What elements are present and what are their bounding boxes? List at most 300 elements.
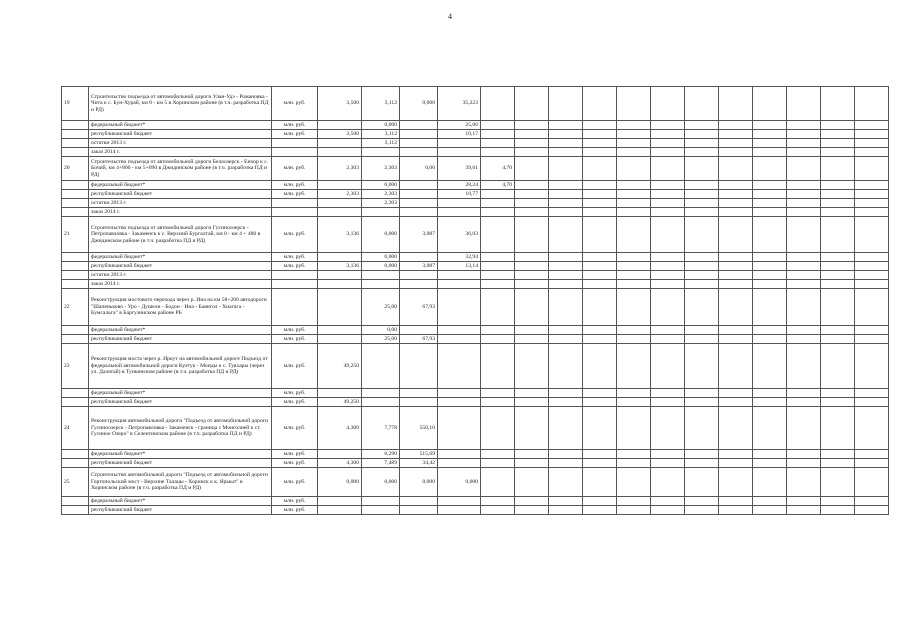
value-cell: 67,93 xyxy=(400,289,438,326)
value-cell xyxy=(515,326,549,335)
value-cell xyxy=(515,289,549,326)
value-cell xyxy=(685,326,719,335)
table-row xyxy=(62,398,889,407)
value-cell xyxy=(318,139,362,148)
value-cell xyxy=(481,217,515,253)
unit-cell xyxy=(272,139,318,148)
value-cell xyxy=(583,130,617,139)
table-row xyxy=(62,262,889,271)
value-cell xyxy=(549,121,583,130)
value-cell xyxy=(481,497,515,506)
value-cell xyxy=(515,407,549,450)
unit-cell: млн. руб. xyxy=(272,497,318,506)
value-cell xyxy=(787,148,821,157)
value-cell: 10,17 xyxy=(438,130,481,139)
value-cell: 49,250 xyxy=(318,398,362,407)
value-cell xyxy=(651,157,685,181)
value-cell xyxy=(515,497,549,506)
value-cell xyxy=(583,199,617,208)
row-number-cell xyxy=(62,190,89,199)
value-cell xyxy=(400,497,438,506)
value-cell xyxy=(438,506,481,515)
value-cell xyxy=(318,280,362,289)
table-row xyxy=(62,450,889,459)
unit-cell xyxy=(272,148,318,157)
value-cell xyxy=(651,271,685,280)
table-row xyxy=(62,181,889,190)
value-cell xyxy=(481,262,515,271)
value-cell xyxy=(685,497,719,506)
value-cell: 3,136 xyxy=(318,262,362,271)
value-cell xyxy=(481,398,515,407)
value-cell xyxy=(515,280,549,289)
table-row xyxy=(62,87,889,121)
value-cell: 39,01 xyxy=(438,157,481,181)
unit-cell: млн. руб. xyxy=(272,459,318,468)
value-cell xyxy=(481,199,515,208)
value-cell xyxy=(481,87,515,121)
unit-cell: млн. руб. xyxy=(272,217,318,253)
value-cell xyxy=(318,389,362,398)
value-cell xyxy=(438,271,481,280)
value-cell xyxy=(719,450,753,459)
value-cell xyxy=(719,271,753,280)
value-cell xyxy=(821,289,855,326)
value-cell xyxy=(515,389,549,398)
value-cell xyxy=(855,208,889,217)
value-cell xyxy=(753,148,787,157)
value-cell xyxy=(400,190,438,199)
table-row xyxy=(62,459,889,468)
value-cell xyxy=(651,326,685,335)
value-cell: 49,250 xyxy=(318,344,362,389)
value-cell xyxy=(362,208,400,217)
value-cell xyxy=(719,157,753,181)
unit-cell: млн. руб. xyxy=(272,335,318,344)
item-name-cell: остатки 2013 г. xyxy=(89,271,272,280)
value-cell xyxy=(787,262,821,271)
table-row xyxy=(62,208,889,217)
value-cell xyxy=(685,271,719,280)
value-cell xyxy=(753,468,787,497)
value-cell xyxy=(481,121,515,130)
value-cell xyxy=(753,344,787,389)
value-cell xyxy=(515,344,549,389)
value-cell: 4,70 xyxy=(481,181,515,190)
value-cell xyxy=(400,130,438,139)
item-name-cell: Строительство подъезда от автомобильной дороги Белоозерск - Енхор к с. Бочий, км 4+800 - км 5+090 в Джидинском районе (в т.ч. разработка ПД и РД) xyxy=(89,157,272,181)
table-row xyxy=(62,335,889,344)
item-name-cell: Реконструкция мостового перехода через р. Ина на км 58+200 автодороги "Шапеньково - Уро - Душели - Бодон - Ина - Баянгол - Хиагага - Бумсальга" в Баргузинском районе РБ xyxy=(89,289,272,326)
value-cell xyxy=(318,497,362,506)
value-cell xyxy=(400,253,438,262)
value-cell xyxy=(617,398,651,407)
row-number-cell xyxy=(62,326,89,335)
value-cell xyxy=(583,280,617,289)
value-cell xyxy=(753,130,787,139)
value-cell xyxy=(855,181,889,190)
value-cell xyxy=(318,199,362,208)
value-cell xyxy=(719,398,753,407)
value-cell xyxy=(855,253,889,262)
value-cell xyxy=(821,217,855,253)
value-cell xyxy=(685,139,719,148)
value-cell xyxy=(400,199,438,208)
value-cell xyxy=(855,271,889,280)
row-number-cell: 21 xyxy=(62,217,89,253)
value-cell: 0,290 xyxy=(362,450,400,459)
value-cell xyxy=(318,271,362,280)
value-cell xyxy=(855,497,889,506)
value-cell xyxy=(685,199,719,208)
value-cell: 3,112 xyxy=(362,130,400,139)
value-cell xyxy=(515,253,549,262)
table-row xyxy=(62,407,889,450)
value-cell xyxy=(549,253,583,262)
value-cell xyxy=(651,450,685,459)
value-cell xyxy=(362,344,400,389)
value-cell xyxy=(583,121,617,130)
page-number: 4 xyxy=(448,12,452,21)
value-cell xyxy=(719,335,753,344)
value-cell xyxy=(617,389,651,398)
value-cell xyxy=(821,262,855,271)
row-number-cell xyxy=(62,181,89,190)
table-body xyxy=(62,87,889,515)
value-cell xyxy=(685,87,719,121)
value-cell xyxy=(583,271,617,280)
value-cell xyxy=(617,199,651,208)
value-cell xyxy=(481,253,515,262)
value-cell xyxy=(549,148,583,157)
value-cell xyxy=(400,398,438,407)
unit-cell: млн. руб. xyxy=(272,130,318,139)
value-cell xyxy=(318,181,362,190)
value-cell xyxy=(617,87,651,121)
value-cell xyxy=(753,271,787,280)
item-name-cell: заказ 2014 г. xyxy=(89,208,272,217)
value-cell xyxy=(719,181,753,190)
value-cell xyxy=(438,335,481,344)
value-cell xyxy=(787,271,821,280)
value-cell xyxy=(481,407,515,450)
value-cell xyxy=(855,289,889,326)
value-cell: 3,112 xyxy=(362,139,400,148)
value-cell xyxy=(549,262,583,271)
value-cell: 0,000 xyxy=(362,181,400,190)
value-cell xyxy=(651,280,685,289)
value-cell xyxy=(821,208,855,217)
table-row xyxy=(62,139,889,148)
row-number-cell: 19 xyxy=(62,87,89,121)
value-cell xyxy=(787,450,821,459)
value-cell xyxy=(318,253,362,262)
value-cell xyxy=(651,289,685,326)
value-cell xyxy=(400,181,438,190)
value-cell: 2,303 xyxy=(318,157,362,181)
value-cell xyxy=(855,130,889,139)
table-row xyxy=(62,199,889,208)
value-cell xyxy=(753,262,787,271)
value-cell xyxy=(362,148,400,157)
value-cell: 7,489 xyxy=(362,459,400,468)
unit-cell: млн. руб. xyxy=(272,157,318,181)
value-cell xyxy=(617,130,651,139)
value-cell xyxy=(583,87,617,121)
value-cell: 13,14 xyxy=(438,262,481,271)
value-cell xyxy=(400,280,438,289)
item-name-cell: республиканский бюджет xyxy=(89,506,272,515)
unit-cell: млн. руб. xyxy=(272,468,318,497)
value-cell xyxy=(719,326,753,335)
value-cell xyxy=(549,497,583,506)
value-cell xyxy=(787,459,821,468)
value-cell xyxy=(719,121,753,130)
value-cell xyxy=(685,208,719,217)
value-cell xyxy=(753,181,787,190)
value-cell xyxy=(515,506,549,515)
unit-cell: млн. руб. xyxy=(272,326,318,335)
value-cell xyxy=(719,497,753,506)
value-cell xyxy=(855,468,889,497)
value-cell xyxy=(481,335,515,344)
value-cell xyxy=(753,497,787,506)
value-cell xyxy=(821,87,855,121)
value-cell xyxy=(515,121,549,130)
value-cell xyxy=(549,87,583,121)
value-cell xyxy=(685,280,719,289)
value-cell: 0,000 xyxy=(362,262,400,271)
value-cell xyxy=(855,506,889,515)
value-cell xyxy=(549,289,583,326)
value-cell xyxy=(549,344,583,389)
value-cell xyxy=(753,253,787,262)
value-cell xyxy=(318,121,362,130)
item-name-cell: Строительство автомобильной дороги "Подъезд от автомобильной дороги Гортопольский мост - Верхние Талацы - Хоринск к к. Ярыыт" в Хоринском районе (в т.ч. разработка ПД и РД) xyxy=(89,468,272,497)
value-cell xyxy=(481,190,515,199)
value-cell xyxy=(549,190,583,199)
value-cell xyxy=(617,497,651,506)
value-cell xyxy=(685,262,719,271)
row-number-cell: 20 xyxy=(62,157,89,181)
value-cell xyxy=(787,389,821,398)
row-number-cell xyxy=(62,208,89,217)
value-cell xyxy=(438,389,481,398)
value-cell: 3,500 xyxy=(318,130,362,139)
value-cell xyxy=(651,190,685,199)
value-cell: 25,00 xyxy=(362,289,400,326)
value-cell xyxy=(855,450,889,459)
value-cell: 10,77 xyxy=(438,190,481,199)
value-cell xyxy=(617,139,651,148)
value-cell xyxy=(651,344,685,389)
value-cell xyxy=(821,157,855,181)
value-cell xyxy=(515,398,549,407)
value-cell xyxy=(753,407,787,450)
value-cell xyxy=(362,398,400,407)
value-cell: 4,300 xyxy=(318,407,362,450)
value-cell: 0,000 xyxy=(362,121,400,130)
value-cell xyxy=(515,459,549,468)
value-cell xyxy=(549,271,583,280)
value-cell xyxy=(855,139,889,148)
value-cell xyxy=(651,389,685,398)
value-cell xyxy=(753,121,787,130)
row-number-cell xyxy=(62,199,89,208)
value-cell xyxy=(515,262,549,271)
value-cell xyxy=(855,217,889,253)
value-cell xyxy=(617,271,651,280)
value-cell xyxy=(821,190,855,199)
table-row xyxy=(62,121,889,130)
value-cell xyxy=(719,130,753,139)
value-cell xyxy=(787,280,821,289)
row-number-cell xyxy=(62,398,89,407)
value-cell xyxy=(651,398,685,407)
item-name-cell: федеральный бюджет* xyxy=(89,253,272,262)
value-cell xyxy=(617,253,651,262)
value-cell xyxy=(362,506,400,515)
table-row xyxy=(62,289,889,326)
value-cell xyxy=(583,450,617,459)
table-row xyxy=(62,130,889,139)
value-cell xyxy=(617,468,651,497)
item-name-cell: заказ 2014 г. xyxy=(89,148,272,157)
item-name-cell: Реконструкция автомобильной дороги "Подъезд от автомобильной дороги Гусиноозерск - Петропавловка - Закаменск - граница с Монголией к ст. Гусиное Озеро" в Селенгинском районе (в т.ч. разработка ПД и РД) xyxy=(89,407,272,450)
value-cell xyxy=(438,148,481,157)
value-cell xyxy=(855,344,889,389)
value-cell xyxy=(515,217,549,253)
value-cell: 4,300 xyxy=(318,459,362,468)
item-name-cell: республиканский бюджет xyxy=(89,262,272,271)
value-cell xyxy=(787,157,821,181)
value-cell xyxy=(617,262,651,271)
value-cell: 0,000 xyxy=(362,468,400,497)
value-cell: 0,00 xyxy=(400,157,438,181)
unit-cell xyxy=(272,289,318,326)
value-cell xyxy=(515,139,549,148)
value-cell: 0,00 xyxy=(362,326,400,335)
value-cell xyxy=(549,459,583,468)
value-cell xyxy=(515,468,549,497)
item-name-cell: остатки 2013 г. xyxy=(89,199,272,208)
value-cell xyxy=(515,87,549,121)
value-cell xyxy=(821,450,855,459)
unit-cell: млн. руб. xyxy=(272,506,318,515)
value-cell xyxy=(481,389,515,398)
value-cell xyxy=(481,280,515,289)
value-cell xyxy=(685,335,719,344)
row-number-cell xyxy=(62,335,89,344)
value-cell xyxy=(685,148,719,157)
unit-cell: млн. руб. xyxy=(272,87,318,121)
unit-cell xyxy=(272,199,318,208)
value-cell xyxy=(821,468,855,497)
value-cell xyxy=(583,407,617,450)
value-cell xyxy=(583,459,617,468)
value-cell xyxy=(549,217,583,253)
value-cell: 7,778 xyxy=(362,407,400,450)
value-cell xyxy=(719,389,753,398)
value-cell xyxy=(855,280,889,289)
value-cell xyxy=(855,157,889,181)
value-cell: 3,500 xyxy=(318,87,362,121)
item-name-cell: Реконструкция моста через р. Иркут на автомобильной дороге Подъезд от федеральной автомобильной дороги Култук - Монды к с. Туяхары (через ул. Далатай) в Тункинском районе (в т.ч. разработка ПД и РД) xyxy=(89,344,272,389)
value-cell xyxy=(617,459,651,468)
value-cell xyxy=(787,497,821,506)
value-cell xyxy=(753,506,787,515)
value-cell xyxy=(617,326,651,335)
value-cell xyxy=(855,459,889,468)
unit-cell: млн. руб. xyxy=(272,121,318,130)
value-cell xyxy=(787,468,821,497)
row-number-cell xyxy=(62,459,89,468)
value-cell xyxy=(787,121,821,130)
value-cell xyxy=(719,344,753,389)
value-cell xyxy=(651,497,685,506)
value-cell xyxy=(318,506,362,515)
budget-table xyxy=(61,86,889,515)
row-number-cell: 25 xyxy=(62,468,89,497)
value-cell xyxy=(821,459,855,468)
value-cell xyxy=(400,389,438,398)
row-number-cell xyxy=(62,148,89,157)
value-cell xyxy=(753,326,787,335)
table-row xyxy=(62,326,889,335)
value-cell xyxy=(821,121,855,130)
value-cell xyxy=(617,335,651,344)
value-cell xyxy=(651,253,685,262)
value-cell xyxy=(753,190,787,199)
value-cell xyxy=(549,506,583,515)
unit-cell: млн. руб. xyxy=(272,398,318,407)
value-cell xyxy=(583,262,617,271)
value-cell xyxy=(481,130,515,139)
item-name-cell: Строительство подъезда от автомобильной дороги Гусиноозерск - Петропавловка - Закаменск к с. Верхний Бургалтай, км 0 - км 4 + 480 в Джидинском районе (в т.ч. разработка ПД и РД) xyxy=(89,217,272,253)
value-cell xyxy=(515,190,549,199)
value-cell xyxy=(787,407,821,450)
value-cell xyxy=(583,497,617,506)
table-row xyxy=(62,217,889,253)
value-cell xyxy=(821,148,855,157)
value-cell xyxy=(400,208,438,217)
item-name-cell: республиканский бюджет xyxy=(89,335,272,344)
value-cell xyxy=(753,208,787,217)
value-cell xyxy=(515,335,549,344)
value-cell: 0,000 xyxy=(362,217,400,253)
value-cell: 0,000 xyxy=(400,87,438,121)
value-cell xyxy=(549,181,583,190)
value-cell xyxy=(651,335,685,344)
value-cell xyxy=(651,199,685,208)
item-name-cell: республиканский бюджет xyxy=(89,130,272,139)
value-cell xyxy=(481,326,515,335)
row-number-cell xyxy=(62,280,89,289)
value-cell xyxy=(651,468,685,497)
unit-cell: млн. руб. xyxy=(272,262,318,271)
value-cell: 515,69 xyxy=(400,450,438,459)
value-cell xyxy=(651,130,685,139)
value-cell xyxy=(583,506,617,515)
value-cell xyxy=(481,506,515,515)
row-number-cell xyxy=(62,389,89,398)
value-cell xyxy=(481,289,515,326)
value-cell xyxy=(685,121,719,130)
value-cell: 32,94 xyxy=(438,253,481,262)
value-cell xyxy=(787,190,821,199)
value-cell xyxy=(719,199,753,208)
row-number-cell xyxy=(62,497,89,506)
